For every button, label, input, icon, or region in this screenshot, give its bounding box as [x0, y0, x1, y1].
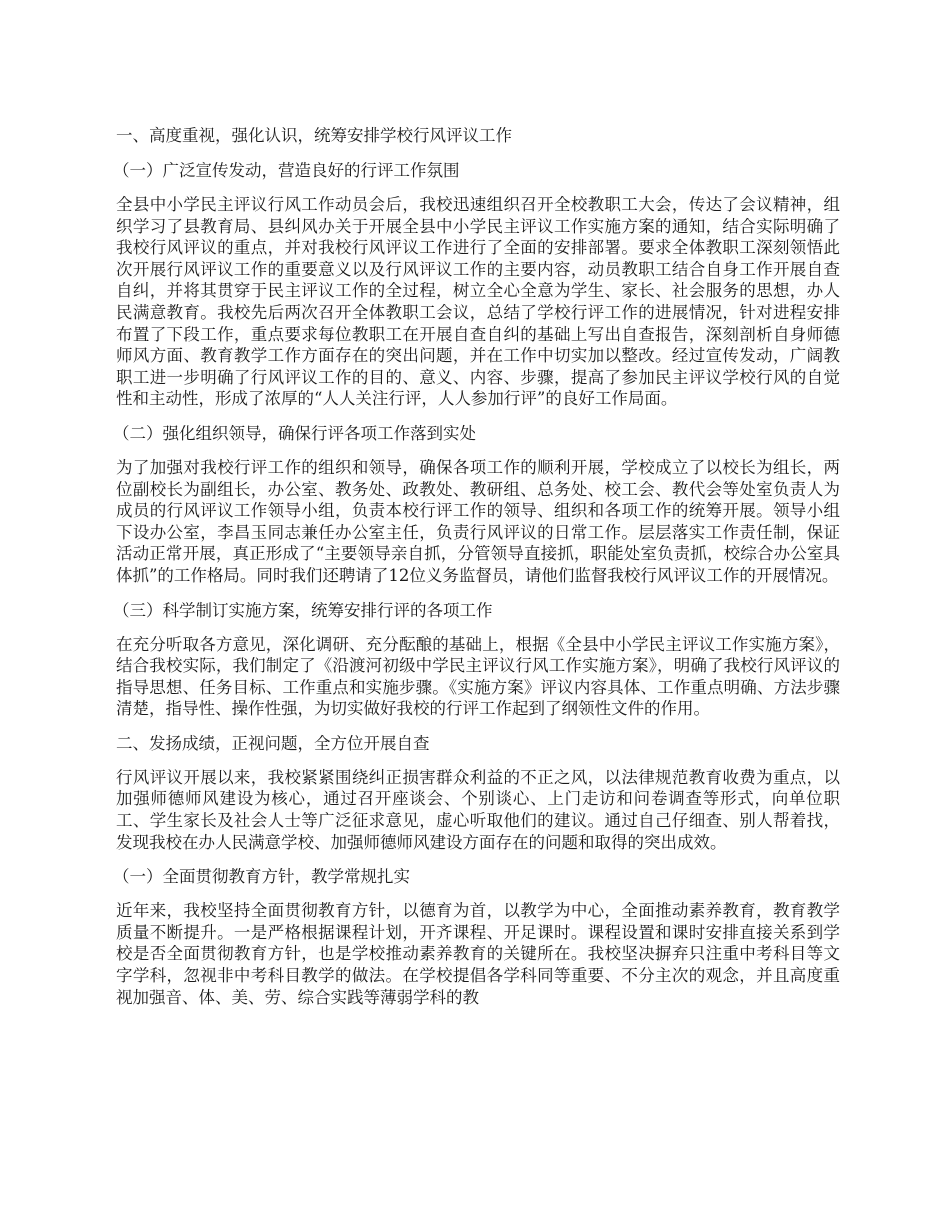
section-heading-2: 二、发扬成绩，正视问题，全方位开展自查 — [116, 733, 430, 753]
paragraph-2: 为了加强对我校行评工作的组织和领导，确保各项工作的顺利开展，学校成立了以校长为组长，两位副校长为副组长，办公室、教务处、政教处、教研组、总务处、校工会、教代会等处室负责人为成员的行风评议工作领导小组，负责本校行评工作的领导、组织和各项工作的统筹开展。领导小组下设办公室，李昌玉同志兼任办公室主任，负责行风评议的日常工作。层层落实工作责任制，保证活动正常开展，真正形成了“主要领导亲自抓，分管领导直接抓，职能处室负责抓，校综合办公室具体抓”的工作格局。同时我们还聘请了12位义务监督员，请他们监督我校行风评议工作的开展情况。 — [116, 457, 840, 585]
paragraph-5: 近年来，我校坚持全面贯彻教育方针，以德育为首，以教学为中心，全面推动素养教育，教育教学质量不断提升。一是严格根据课程计划，开齐课程、开足课时。课程设置和课时安排直接关系到学校是否全面贯彻教育方针，也是学校推动素养教育的关键所在。我校坚决摒弃只注重中考科目等文字学科，忽视非中考科目教学的做法。在学校提倡各学科同等重要、不分主次的观念，并且高度重视加强音、体、美、劳、综合实践等薄弱学科的教 — [116, 901, 840, 1007]
document-page — [113, 124, 840, 1020]
subsection-heading-1-1: （一）广泛宣传发动，营造良好的行评工作氛围 — [113, 161, 460, 180]
section-heading-1: 一、高度重视，强化认识，统筹安排学校行风评议工作 — [116, 126, 512, 145]
subsection-heading-1-3: （三）科学制订实施方案，统筹安排行评的各项工作 — [113, 600, 493, 620]
paragraph-4: 行风评议开展以来，我校紧紧围绕纠正损害群众利益的不正之风，以法律规范教育收费为重点，以加强师德师风建设为核心，通过召开座谈会、个别谈心、上门走访和问卷调查等形式，向单位职工、学生家长及社会人士等广泛征求意见，虚心听取他们的建议。通过自己仔细查、别人帮着找，发现我校在办人民满意学校、加强师德师风建设方面存在的问题和取得的突出成效。 — [116, 767, 840, 852]
paragraph-3: 在充分听取各方意见，深化调研、充分酝酿的基础上，根据《全县中小学民主评议工作实施方案》，结合我校实际，我们制定了《沿渡河初级中学民主评议行风工作实施方案》，明确了我校行风评议的指导思想、任务目标、工作重点和实施步骤。《实施方案》评议内容具体、工作重点明确、方法步骤清楚，指导性、操作性强，为切实做好我校的行评工作起到了纲领性文件的作用。 — [116, 634, 840, 719]
paragraph-1: 全县中小学民主评议行风工作动员会后，我校迅速组织召开全校教职工大会，传达了会议精神，组织学习了县教育局、县纠风办关于开展全县中小学民主评议工作实施方案的通知，结合实际明确了我校行风评议的重点，并对我校行风评议工作进行了全面的安排部署。要求全体教职工深刻领悟此次开展行风评议工作的重要意义以及行风评议工作的主要内容，动员教职工结合自身工作开展自查自纠，并将其贯穿于民主评议工作的全过程，树立全心全意为学生、家长、社会服务的思想，办人民满意教育。我校先后两次召开全体教职工会议，总结了学校行评工作的进展情况，针对进程安排布置了下段工作，重点要求每位教职工在开展自查自纠的基础上写出自查报告，深刻剖析自身师德师风方面、教育教学工作方面存在的突出问题，并在工作中切实加以整改。经过宣传发动，广阔教职工进一步明确了行风评议工作的目的、意义、内容、步骤，提高了参加民主评议学校行风的自觉性和主动性，形成了浓厚的“人人关注行评，人人参加行评”的良好工作局面。 — [116, 195, 840, 409]
subsection-heading-1-2: （二）强化组织领导，确保行评各项工作落到实处 — [113, 423, 476, 443]
subsection-heading-2-1: （一）全面贯彻教育方针，教学常规扎实 — [113, 867, 410, 887]
